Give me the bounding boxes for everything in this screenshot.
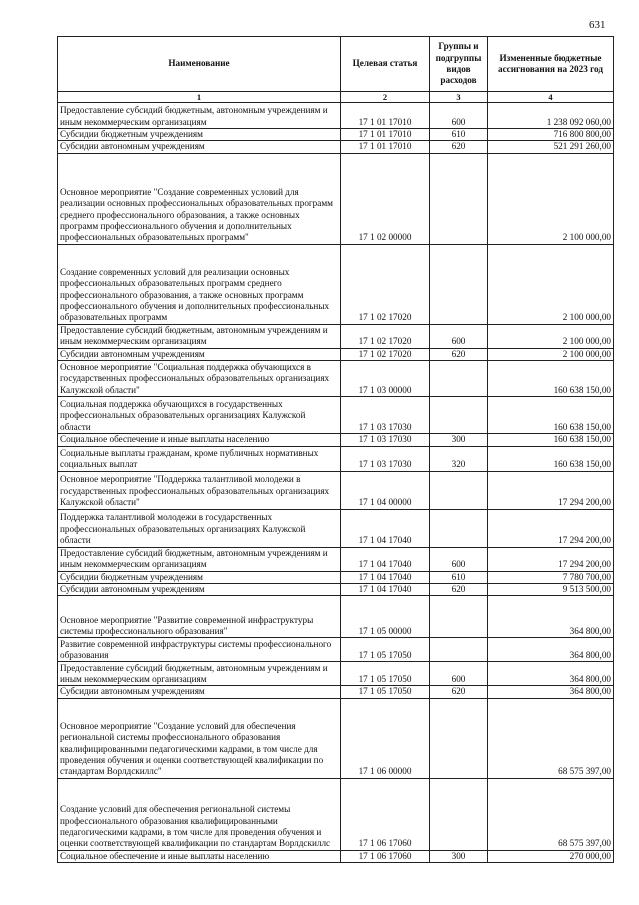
row-amount: 521 291 260,00 <box>488 141 614 153</box>
row-group: 620 <box>430 348 488 360</box>
row-name: Субсидии бюджетным учреждениям <box>58 129 341 141</box>
row-code: 17 1 04 17040 <box>341 571 430 583</box>
table-row <box>58 244 614 324</box>
row-code: 17 1 02 17020 <box>341 324 430 348</box>
row-group: 600 <box>430 662 488 686</box>
row-name: Субсидии бюджетным учреждениям <box>58 571 341 583</box>
row-name: Субсидии автономным учреждениям <box>58 348 341 360</box>
row-name: Основное мероприятие "Поддержка талантливой молодежи в государственных профессиональных образовательных организациях Калужской области" <box>58 471 341 509</box>
row-code: 17 1 03 00000 <box>341 361 430 397</box>
column-header-name: Наименование <box>58 37 341 92</box>
row-code: 17 1 03 17030 <box>341 446 430 471</box>
row-name: Социальные выплаты гражданам, кроме публичных нормативных социальных выплат <box>58 446 341 471</box>
table-row <box>58 361 614 397</box>
row-amount: 2 100 000,00 <box>488 324 614 348</box>
row-code: 17 1 06 17060 <box>341 778 430 850</box>
row-code: 17 1 04 17040 <box>341 547 430 571</box>
row-group <box>430 509 488 547</box>
row-group: 610 <box>430 571 488 583</box>
table-row <box>58 778 614 850</box>
row-amount: 17 294 200,00 <box>488 471 614 509</box>
row-name: Субсидии автономным учреждениям <box>58 584 341 596</box>
column-header-group: Группы и подгруппы видов расходов <box>430 37 488 92</box>
row-name: Предоставление субсидий бюджетным, автономным учреждениям и иным некоммерческим организациям <box>58 103 341 129</box>
row-name: Предоставление субсидий бюджетным, автономным учреждениям и иным некоммерческим организациям <box>58 324 341 348</box>
row-group <box>430 638 488 662</box>
row-group <box>430 596 488 638</box>
row-name: Предоставление субсидий бюджетным, автономным учреждениям и иным некоммерческим организациям <box>58 662 341 686</box>
row-group <box>430 153 488 244</box>
table-row <box>58 850 614 862</box>
row-group: 300 <box>430 850 488 862</box>
row-amount: 68 575 397,00 <box>488 698 614 778</box>
row-name: Основное мероприятие "Социальная поддержка обучающихся в государственных профессиональных образовательных организациях Калужской области" <box>58 361 341 397</box>
row-group: 620 <box>430 141 488 153</box>
row-group: 600 <box>430 103 488 129</box>
row-code: 17 1 05 17050 <box>341 662 430 686</box>
row-group <box>430 778 488 850</box>
table-row <box>58 686 614 698</box>
row-amount: 160 638 150,00 <box>488 446 614 471</box>
row-code: 17 1 05 17050 <box>341 686 430 698</box>
row-code: 17 1 02 17020 <box>341 348 430 360</box>
row-amount: 9 513 500,00 <box>488 584 614 596</box>
row-name: Предоставление субсидий бюджетным, автономным учреждениям и иным некоммерческим организациям <box>58 547 341 571</box>
row-name: Создание современных условий для реализации основных профессиональных образовательных программ среднего профессионального образования, а также основных программ профессионального обучения и дополнительных профессиональных образовательных программ <box>58 244 341 324</box>
table-row <box>58 153 614 244</box>
row-amount: 364 800,00 <box>488 638 614 662</box>
row-group <box>430 698 488 778</box>
table-row <box>58 698 614 778</box>
row-group: 320 <box>430 446 488 471</box>
table-row <box>58 397 614 434</box>
row-code: 17 1 04 00000 <box>341 471 430 509</box>
row-group: 600 <box>430 547 488 571</box>
table-row <box>58 571 614 583</box>
row-group: 610 <box>430 129 488 141</box>
table-row <box>58 103 614 129</box>
table-row <box>58 471 614 509</box>
budget-table <box>57 36 614 863</box>
row-amount: 160 638 150,00 <box>488 397 614 434</box>
row-name: Субсидии автономным учреждениям <box>58 686 341 698</box>
row-amount: 716 800 800,00 <box>488 129 614 141</box>
row-code: 17 1 04 17040 <box>341 509 430 547</box>
column-number: 4 <box>488 92 614 103</box>
row-name: Поддержка талантливой молодежи в государственных профессиональных образовательных организациях Калужской области <box>58 509 341 547</box>
row-code: 17 1 02 17020 <box>341 244 430 324</box>
table-row <box>58 324 614 348</box>
row-amount: 7 780 700,00 <box>488 571 614 583</box>
column-number-row <box>58 92 614 103</box>
row-group: 620 <box>430 584 488 596</box>
row-code: 17 1 01 17010 <box>341 129 430 141</box>
row-code: 17 1 03 17030 <box>341 397 430 434</box>
table-row <box>58 638 614 662</box>
row-name: Социальное обеспечение и иные выплаты населению <box>58 434 341 446</box>
table-row <box>58 141 614 153</box>
row-code: 17 1 05 00000 <box>341 596 430 638</box>
row-code: 17 1 01 17010 <box>341 103 430 129</box>
table-row <box>58 584 614 596</box>
row-group <box>430 244 488 324</box>
row-name: Субсидии автономным учреждениям <box>58 141 341 153</box>
table-row <box>58 509 614 547</box>
row-amount: 2 100 000,00 <box>488 348 614 360</box>
table-row <box>58 596 614 638</box>
table-row <box>58 662 614 686</box>
column-header-amount: Измененные бюджетные ассигнования на 2023 год <box>488 37 614 92</box>
row-code: 17 1 06 17060 <box>341 850 430 862</box>
row-amount: 364 800,00 <box>488 596 614 638</box>
row-name: Развитие современной инфраструктуры системы профессионального образования <box>58 638 341 662</box>
row-amount: 270 000,00 <box>488 850 614 862</box>
row-amount: 17 294 200,00 <box>488 509 614 547</box>
row-group <box>430 471 488 509</box>
row-name: Основное мероприятие "Развитие современной инфраструктуры системы профессионального образования" <box>58 596 341 638</box>
table-header-row <box>58 37 614 92</box>
table-row <box>58 446 614 471</box>
row-amount: 160 638 150,00 <box>488 361 614 397</box>
row-amount: 2 100 000,00 <box>488 244 614 324</box>
column-number: 3 <box>430 92 488 103</box>
table-row <box>58 434 614 446</box>
column-number: 1 <box>58 92 341 103</box>
row-code: 17 1 01 17010 <box>341 141 430 153</box>
column-number: 2 <box>341 92 430 103</box>
row-group <box>430 397 488 434</box>
row-amount: 364 800,00 <box>488 686 614 698</box>
page-number: 631 <box>589 19 606 31</box>
row-group: 620 <box>430 686 488 698</box>
row-amount: 2 100 000,00 <box>488 153 614 244</box>
row-code: 17 1 02 00000 <box>341 153 430 244</box>
row-amount: 68 575 397,00 <box>488 778 614 850</box>
row-code: 17 1 03 17030 <box>341 434 430 446</box>
row-code: 17 1 04 17040 <box>341 584 430 596</box>
table-row <box>58 348 614 360</box>
row-name: Создание условий для обеспечения региональной системы профессионального образования квалифицированными педагогическими кадрами, в том числе для проведения обучения и оценки соответствующей квалификации по стандартам Ворлдскиллс <box>58 778 341 850</box>
row-amount: 17 294 200,00 <box>488 547 614 571</box>
row-amount: 160 638 150,00 <box>488 434 614 446</box>
row-code: 17 1 05 17050 <box>341 638 430 662</box>
row-amount: 364 800,00 <box>488 662 614 686</box>
table-row <box>58 547 614 571</box>
row-group: 300 <box>430 434 488 446</box>
row-amount: 1 238 092 060,00 <box>488 103 614 129</box>
row-group <box>430 361 488 397</box>
table-row <box>58 129 614 141</box>
row-name: Основное мероприятие "Создание условий для обеспечения региональной системы профессионального образования квалифицированными педагогическими кадрами, в том числе для проведения обучения и оценки соответствующей квалификации по стандартам Ворлдскиллс" <box>58 698 341 778</box>
row-code: 17 1 06 00000 <box>341 698 430 778</box>
row-name: Основное мероприятие "Создание современных условий для реализации основных профессиональных образовательных программ среднего профессионального образования, а также основных программ профессионального обучения и дополнительных профессиональных образовательных программ" <box>58 153 341 244</box>
row-group: 600 <box>430 324 488 348</box>
row-name: Социальное обеспечение и иные выплаты населению <box>58 850 341 862</box>
row-name: Социальная поддержка обучающихся в государственных профессиональных образовательных организациях Калужской области <box>58 397 341 434</box>
column-header-code: Целевая статья <box>341 37 430 92</box>
